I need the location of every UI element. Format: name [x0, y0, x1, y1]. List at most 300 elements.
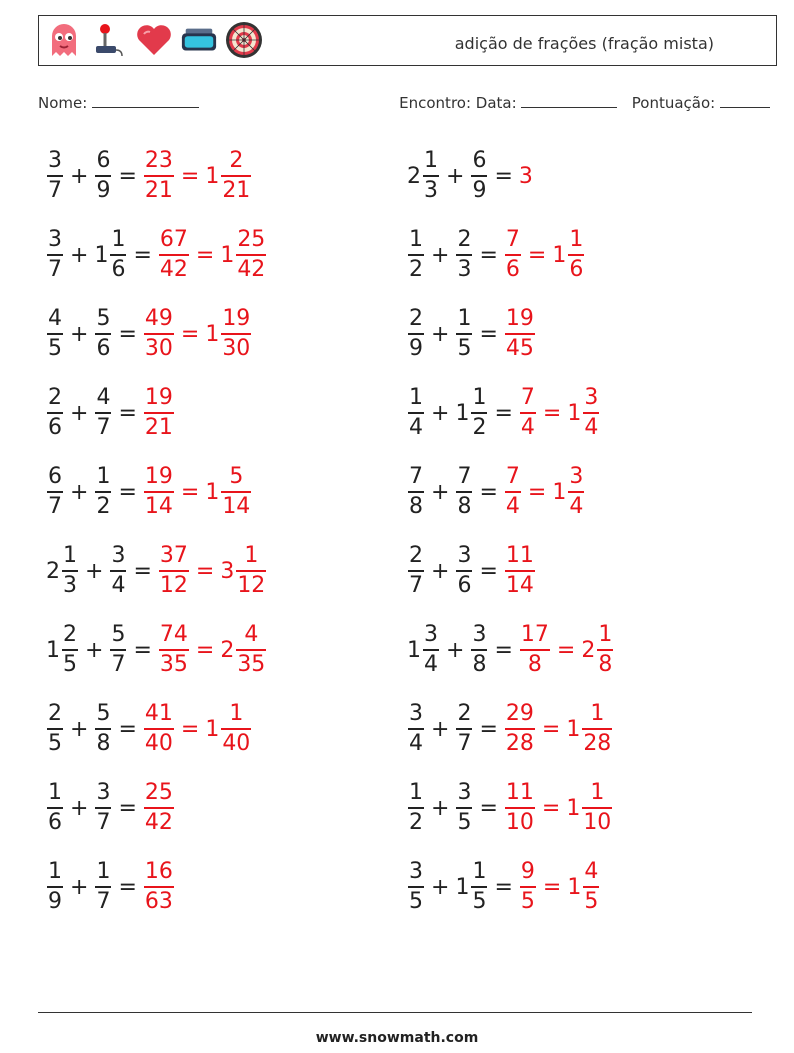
fraction — [581, 624, 614, 676]
fraction-bar — [95, 886, 111, 888]
equals-sign: = — [494, 163, 513, 189]
equals-sign: = — [118, 321, 137, 347]
answer — [158, 624, 267, 676]
answer — [519, 387, 600, 439]
fraction-bar — [471, 649, 487, 651]
fraction-stack — [47, 308, 63, 360]
plus-sign: + — [431, 479, 450, 505]
fraction — [455, 466, 473, 518]
numerator: 6 — [96, 148, 111, 173]
denominator: 42 — [237, 257, 266, 282]
numerator: 4 — [584, 859, 599, 884]
numerator: 23 — [144, 148, 173, 173]
fraction-bar — [520, 649, 550, 651]
answer — [519, 624, 614, 676]
problem-row — [46, 142, 766, 221]
fraction-stack — [505, 545, 535, 597]
numerator: 1 — [48, 780, 62, 805]
whole-number: 1 — [220, 242, 235, 268]
fraction-stack — [144, 150, 174, 202]
answer — [504, 545, 536, 597]
denominator: 6 — [569, 257, 584, 282]
numerator: 3 — [569, 464, 584, 489]
whole-number: 2 — [220, 637, 235, 663]
fraction-stack — [520, 624, 550, 676]
answer-equals-sign: = — [556, 637, 576, 663]
equals-sign: = — [118, 716, 137, 742]
fraction-stack — [408, 782, 424, 834]
fraction — [455, 703, 473, 755]
fraction-stack — [471, 150, 487, 202]
fraction-stack — [144, 387, 174, 439]
fraction-stack — [47, 861, 63, 913]
numerator: 2 — [409, 543, 423, 568]
whole-number: 1 — [566, 716, 581, 742]
equals-sign: = — [494, 874, 513, 900]
fraction-stack — [95, 387, 111, 439]
fraction — [519, 387, 537, 439]
fraction — [158, 229, 190, 281]
fraction-bar — [582, 807, 612, 809]
fraction-stack — [408, 861, 424, 913]
fraction — [94, 308, 112, 360]
denominator: 5 — [584, 889, 599, 914]
denominator: 7 — [48, 494, 62, 519]
fraction — [552, 466, 585, 518]
denominator: 4 — [520, 415, 535, 440]
plus-sign: + — [431, 321, 450, 347]
whole-number: 2 — [581, 637, 596, 663]
equals-sign: = — [479, 242, 498, 268]
whole-number: 1 — [205, 321, 220, 347]
denominator: 10 — [505, 810, 534, 835]
denominator: 35 — [159, 652, 188, 677]
problem-row — [46, 774, 766, 853]
fraction — [504, 782, 536, 834]
whole-number: 3 — [220, 558, 235, 584]
fraction-bar — [159, 570, 189, 572]
fraction — [109, 545, 127, 597]
fraction — [94, 782, 112, 834]
fraction — [94, 703, 112, 755]
denominator: 21 — [144, 415, 173, 440]
equals-sign: = — [133, 637, 152, 663]
fraction-bar — [423, 175, 439, 177]
fraction-bar — [408, 570, 424, 572]
answer-equals-sign: = — [195, 242, 215, 268]
numerator: 5 — [229, 464, 244, 489]
fraction — [455, 229, 473, 281]
fraction-stack — [408, 703, 424, 755]
denominator: 5 — [472, 889, 487, 914]
denominator: 5 — [520, 889, 535, 914]
whole-number: 1 — [407, 637, 421, 663]
fraction — [94, 861, 112, 913]
fraction-bar — [456, 491, 472, 493]
answer-equals-sign: = — [180, 479, 200, 505]
denominator: 21 — [222, 178, 251, 203]
fraction-stack — [110, 624, 126, 676]
fraction-stack — [582, 782, 612, 834]
fraction — [220, 624, 267, 676]
whole-number: 1 — [205, 479, 220, 505]
whole-number: 1 — [94, 242, 109, 268]
fraction-bar — [95, 807, 111, 809]
fraction-bar — [47, 491, 63, 493]
problem — [46, 300, 252, 368]
fraction — [46, 782, 64, 834]
denominator: 63 — [144, 889, 173, 914]
fraction-stack — [236, 545, 266, 597]
fraction — [46, 545, 79, 597]
fraction — [519, 624, 551, 676]
plus-sign: + — [431, 716, 450, 742]
fraction-bar — [568, 491, 584, 493]
equals-sign: = — [133, 242, 152, 268]
answer — [143, 150, 252, 202]
dartboard-icon — [225, 21, 263, 59]
plus-sign: + — [70, 479, 89, 505]
answer — [504, 782, 613, 834]
numerator: 1 — [96, 464, 111, 489]
denominator: 12 — [159, 573, 188, 598]
equals-sign: = — [118, 874, 137, 900]
numerator: 3 — [409, 859, 423, 884]
problem — [407, 142, 533, 210]
problem — [46, 458, 252, 526]
fraction-bar — [456, 728, 472, 730]
fraction — [205, 466, 252, 518]
denominator: 6 — [48, 415, 62, 440]
equals-sign: = — [118, 400, 137, 426]
denominator: 42 — [159, 257, 188, 282]
equals-sign: = — [479, 716, 498, 742]
plus-sign: + — [85, 637, 104, 663]
answer-equals-sign: = — [195, 637, 215, 663]
numerator: 11 — [505, 543, 534, 568]
worksheet-title: adição de frações (fração mista) — [454, 34, 714, 53]
numerator: 5 — [96, 701, 111, 726]
numerator: 3 — [48, 148, 62, 173]
numerator: 1 — [457, 306, 472, 331]
fraction — [94, 229, 127, 281]
denominator: 9 — [472, 178, 487, 203]
fraction-bar — [47, 254, 63, 256]
numerator: 1 — [590, 701, 605, 726]
fraction — [504, 545, 536, 597]
fraction-bar — [520, 412, 536, 414]
denominator: 5 — [457, 336, 472, 361]
fraction-stack — [583, 861, 599, 913]
denominator: 2 — [409, 810, 423, 835]
numerator: 3 — [457, 780, 472, 805]
fraction-bar — [95, 175, 111, 177]
whole-number: 1 — [455, 874, 470, 900]
numerator: 1 — [569, 227, 584, 252]
plus-sign: + — [70, 874, 89, 900]
fraction-stack — [568, 466, 584, 518]
numerator: 2 — [457, 227, 472, 252]
numerator: 41 — [144, 701, 173, 726]
fraction-stack — [505, 466, 521, 518]
fraction-stack — [471, 861, 487, 913]
fraction-bar — [95, 491, 111, 493]
denominator: 4 — [584, 415, 599, 440]
plus-sign: + — [446, 163, 465, 189]
equals-sign: = — [494, 637, 513, 663]
problem — [46, 221, 267, 289]
fraction — [46, 308, 64, 360]
fraction-stack — [505, 782, 535, 834]
numerator: 1 — [96, 859, 111, 884]
numerator: 3 — [111, 543, 126, 568]
fraction-bar — [47, 886, 63, 888]
fraction-stack — [47, 703, 63, 755]
answer — [143, 308, 252, 360]
answer-equals-sign: = — [541, 716, 561, 742]
plus-sign: + — [431, 795, 450, 821]
plus-sign: + — [85, 558, 104, 584]
numerator: 1 — [48, 859, 62, 884]
plus-sign: + — [446, 637, 465, 663]
numerator: 1 — [111, 227, 126, 252]
fraction-stack — [408, 229, 424, 281]
name-field — [38, 93, 199, 112]
meeting-date-score-field — [399, 93, 770, 112]
fraction-bar — [236, 649, 266, 651]
numerator: 1 — [229, 701, 244, 726]
denominator: 14 — [222, 494, 251, 519]
answer — [504, 466, 585, 518]
answer — [519, 861, 600, 913]
fraction-bar — [47, 175, 63, 177]
equals-sign: = — [118, 479, 137, 505]
plus-sign: + — [70, 242, 89, 268]
fraction-stack — [456, 782, 472, 834]
fraction-bar — [505, 333, 535, 335]
plus-sign: + — [431, 558, 450, 584]
numerator: 7 — [520, 385, 535, 410]
fraction-bar — [568, 254, 584, 256]
numerator: 1 — [63, 543, 77, 568]
numerator: 4 — [48, 306, 62, 331]
fraction-bar — [159, 649, 189, 651]
denominator: 6 — [48, 810, 62, 835]
denominator: 12 — [237, 573, 266, 598]
fraction-bar — [471, 412, 487, 414]
fraction-stack — [520, 387, 536, 439]
whole-number: 1 — [552, 479, 567, 505]
fraction-bar — [583, 886, 599, 888]
denominator: 5 — [48, 336, 62, 361]
numerator: 3 — [584, 385, 599, 410]
fraction — [407, 861, 425, 913]
problem — [46, 853, 175, 921]
fraction-bar — [221, 728, 251, 730]
fraction-bar — [423, 649, 439, 651]
denominator: 40 — [222, 731, 251, 756]
fraction-stack — [236, 624, 266, 676]
denominator: 5 — [457, 810, 472, 835]
denominator: 7 — [96, 810, 111, 835]
problem-row — [46, 300, 766, 379]
fraction — [143, 308, 175, 360]
denominator: 10 — [583, 810, 612, 835]
fraction — [455, 387, 488, 439]
answer — [504, 229, 585, 281]
numerator: 2 — [229, 148, 244, 173]
fraction — [220, 545, 267, 597]
whole-number: 1 — [205, 716, 220, 742]
problem-row — [46, 458, 766, 537]
fraction-stack — [144, 782, 174, 834]
fraction — [94, 387, 112, 439]
fraction-stack — [95, 466, 111, 518]
fraction — [205, 703, 252, 755]
denominator: 7 — [48, 178, 62, 203]
fraction-stack — [471, 624, 487, 676]
equals-sign: = — [118, 163, 137, 189]
problem-row — [46, 537, 766, 616]
fraction-stack — [456, 466, 472, 518]
numerator: 3 — [409, 701, 423, 726]
problem-row — [46, 853, 766, 932]
fraction-bar — [47, 807, 63, 809]
numerator: 2 — [457, 701, 472, 726]
whole-number: 1 — [455, 400, 470, 426]
fraction-stack — [456, 229, 472, 281]
fraction — [504, 229, 522, 281]
numerator: 3 — [424, 622, 438, 647]
numerator: 49 — [144, 306, 173, 331]
denominator: 9 — [409, 336, 423, 361]
fraction-bar — [408, 491, 424, 493]
problem — [407, 458, 585, 526]
denominator: 45 — [505, 336, 534, 361]
numerator: 5 — [96, 306, 111, 331]
denominator: 7 — [96, 889, 111, 914]
fraction — [158, 624, 190, 676]
fraction — [567, 861, 600, 913]
problem — [407, 853, 600, 921]
equals-sign: = — [479, 795, 498, 821]
answer — [143, 703, 252, 755]
numerator: 1 — [472, 859, 487, 884]
fraction-bar — [408, 728, 424, 730]
fraction-bar — [62, 570, 78, 572]
fraction-bar — [408, 886, 424, 888]
fraction — [205, 150, 252, 202]
denominator: 4 — [409, 415, 423, 440]
fraction-stack — [144, 703, 174, 755]
fraction — [109, 624, 127, 676]
denominator: 7 — [111, 652, 126, 677]
fraction-bar — [110, 570, 126, 572]
fraction — [46, 466, 64, 518]
fraction-stack — [423, 624, 439, 676]
numerator: 7 — [505, 464, 520, 489]
problem — [407, 537, 536, 605]
date-input-line[interactable] — [521, 93, 617, 108]
fraction-bar — [144, 886, 174, 888]
fraction-bar — [110, 649, 126, 651]
fraction-bar — [520, 886, 536, 888]
denominator: 9 — [96, 178, 111, 203]
answer-whole: 3 — [518, 163, 533, 189]
fraction-stack — [95, 782, 111, 834]
answer-equals-sign: = — [527, 242, 547, 268]
ghost-icon — [45, 21, 83, 59]
problem-row — [46, 695, 766, 774]
whole-number: 1 — [567, 400, 582, 426]
fraction — [94, 150, 112, 202]
numerator: 2 — [48, 701, 62, 726]
answer-equals-sign: = — [541, 795, 561, 821]
numerator: 6 — [48, 464, 62, 489]
header-icons — [45, 21, 263, 59]
answer — [158, 229, 267, 281]
fraction — [143, 466, 175, 518]
fraction-bar — [110, 254, 126, 256]
fraction-stack — [110, 229, 126, 281]
fraction — [46, 703, 64, 755]
fraction — [455, 782, 473, 834]
fraction — [407, 387, 425, 439]
fraction-bar — [597, 649, 613, 651]
fraction-stack — [62, 545, 78, 597]
denominator: 8 — [472, 652, 487, 677]
score-input-line[interactable] — [720, 93, 770, 108]
fraction-stack — [95, 861, 111, 913]
denominator: 14 — [505, 573, 534, 598]
fraction-stack — [408, 466, 424, 518]
fraction-bar — [144, 728, 174, 730]
fraction — [143, 703, 175, 755]
fraction — [566, 782, 613, 834]
footer-url: www.snowmath.com — [315, 1030, 479, 1046]
fraction — [143, 782, 175, 834]
fraction-stack — [456, 308, 472, 360]
equals-sign: = — [494, 400, 513, 426]
vr-headset-icon — [180, 21, 218, 59]
numerator: 3 — [96, 780, 111, 805]
problem — [46, 695, 252, 763]
denominator: 4 — [424, 652, 438, 677]
name-input-line[interactable] — [92, 93, 199, 108]
numerator: 1 — [598, 622, 613, 647]
footer-divider — [38, 1012, 752, 1013]
fraction-bar — [236, 570, 266, 572]
score-label: Pontuação: — [631, 94, 716, 112]
numerator: 1 — [409, 780, 423, 805]
answer-equals-sign: = — [180, 163, 200, 189]
numerator: 19 — [505, 306, 534, 331]
fraction-bar — [583, 412, 599, 414]
plus-sign: + — [431, 242, 450, 268]
fraction — [470, 624, 488, 676]
answer — [143, 387, 175, 439]
numerator: 4 — [96, 385, 111, 410]
answer-equals-sign: = — [195, 558, 215, 584]
fraction-stack — [408, 545, 424, 597]
fraction-bar — [408, 254, 424, 256]
fraction — [470, 150, 488, 202]
fraction-stack — [568, 229, 584, 281]
equals-sign: = — [479, 321, 498, 347]
numerator: 9 — [520, 859, 535, 884]
fraction-bar — [95, 333, 111, 335]
fraction-bar — [505, 491, 521, 493]
